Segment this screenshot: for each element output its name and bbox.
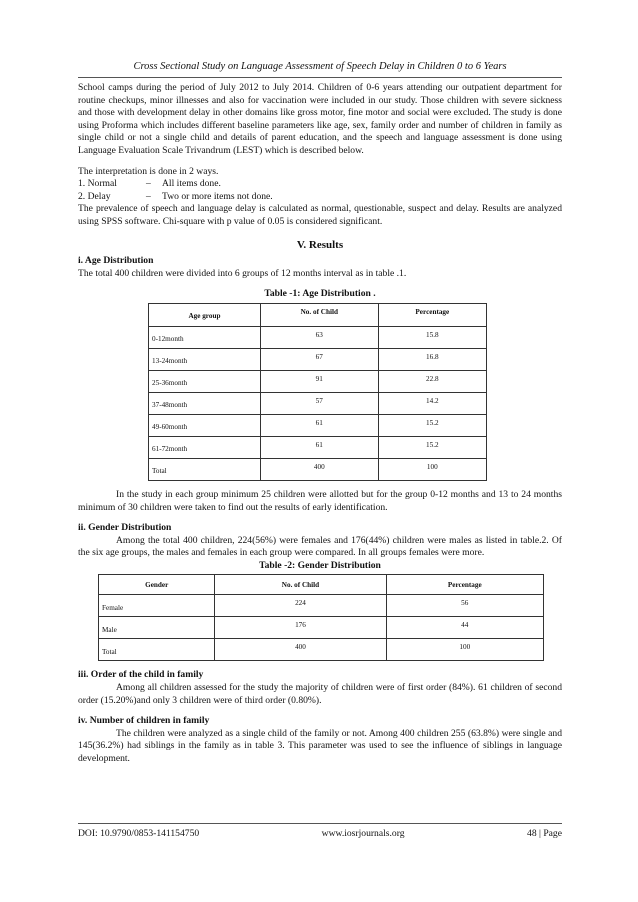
list-item-dash: – bbox=[146, 190, 151, 202]
table-cell: 224 bbox=[215, 595, 386, 617]
list-item bbox=[78, 178, 562, 191]
table-cell: 49-60month bbox=[149, 414, 261, 436]
table-header-cell: No. of Child bbox=[215, 575, 386, 595]
table-cell: 400 bbox=[215, 639, 386, 661]
table-cell: 16.8 bbox=[378, 348, 486, 370]
table-header-row bbox=[149, 303, 487, 326]
table-cell: Male bbox=[99, 617, 215, 639]
table-cell: 91 bbox=[260, 370, 378, 392]
table-cell: Female bbox=[99, 595, 215, 617]
gender-table bbox=[98, 574, 544, 661]
table-header-cell: Percentage bbox=[378, 303, 486, 326]
table-cell: 15.2 bbox=[378, 436, 486, 458]
table-cell: 61 bbox=[260, 414, 378, 436]
header-rule bbox=[78, 77, 562, 78]
footer-rule bbox=[78, 823, 562, 824]
gender-text: Among the total 400 children, 224(56%) were females and 176(44%) children were males as listed in table.2. Of the six age groups, the males and females in each group were compared. In all groups females were more. bbox=[78, 534, 562, 559]
table-cell: 14.2 bbox=[378, 392, 486, 414]
age-table bbox=[148, 303, 487, 481]
table-row bbox=[99, 595, 544, 617]
table-cell: 25-36month bbox=[149, 370, 261, 392]
table-cell: 13-24month bbox=[149, 348, 261, 370]
list-item-label: 2. Delay bbox=[78, 190, 111, 202]
list-item bbox=[78, 191, 562, 204]
table-row bbox=[149, 326, 487, 348]
table2-caption: Table -2: Gender Distribution bbox=[259, 559, 381, 571]
table-row bbox=[149, 348, 487, 370]
age-text: The total 400 children were divided into 6 groups of 12 months interval as in table .1. bbox=[78, 267, 407, 279]
order-text: Among all children assessed for the study the majority of children were of first order (84%). 61 children of second order (15.20%)and only 3 children were of third order (0.80%). bbox=[78, 682, 562, 706]
footer-page-number: 48 | Page bbox=[527, 828, 562, 839]
table-cell: 0-12month bbox=[149, 326, 261, 348]
table-cell: 100 bbox=[378, 458, 486, 480]
page-body bbox=[78, 82, 562, 766]
table-cell: 61 bbox=[260, 436, 378, 458]
table-row bbox=[149, 458, 487, 480]
table-cell: 400 bbox=[260, 458, 378, 480]
list-item-text: All items done. bbox=[162, 178, 221, 190]
table-header-cell: Age group bbox=[149, 303, 261, 326]
table-cell: Total bbox=[99, 639, 215, 661]
gender-heading: ii. Gender Distribution bbox=[78, 522, 172, 534]
age-heading: i. Age Distribution bbox=[78, 255, 154, 267]
footer-site: www.iosrjournals.org bbox=[321, 828, 405, 839]
intro-paragraph: School camps during the period of July 2012 to July 2014. Children of 0-6 years attending our outpatient department for routine checkups, minor illnesses and also for vaccination were included in our study. Those children with severe sickness and those with development delay in other domains like gross motor, fine motor and social were excluded. The study is done using Proforma which includes different baseline parameters like age, sex, family order and number of children in family as single child or not a single child and details of parent education, and the speech and language assessment is done using Language Evaluation Scale Trivandrum (LEST) which is described below. bbox=[78, 82, 562, 156]
table-cell: 176 bbox=[215, 617, 386, 639]
table-cell: 63 bbox=[260, 326, 378, 348]
table-row bbox=[99, 639, 544, 661]
table-header-cell: Percentage bbox=[386, 575, 543, 595]
interpretation-line: The interpretation is done in 2 ways. bbox=[78, 165, 219, 177]
table-header-cell: No. of Child bbox=[260, 303, 378, 326]
table-cell: 15.2 bbox=[378, 414, 486, 436]
number-heading: iv. Number of children in family bbox=[78, 715, 210, 727]
table-cell: 57 bbox=[260, 392, 378, 414]
table-cell: 67 bbox=[260, 348, 378, 370]
footer-doi: DOI: 10.9790/0853-141154750 bbox=[78, 828, 200, 839]
page-footer bbox=[78, 828, 562, 839]
table-row bbox=[149, 414, 487, 436]
table-cell: 100 bbox=[386, 639, 543, 661]
age-after-text: In the study in each group minimum 25 children were allotted but for the group 0-12 months and 13 to 24 months minimum of 30 children were taken to find out the results of early identification. bbox=[78, 488, 562, 513]
table-row bbox=[99, 617, 544, 639]
table-cell: 37-48month bbox=[149, 392, 261, 414]
table-header-row bbox=[99, 575, 544, 595]
table-row bbox=[149, 370, 487, 392]
table-row bbox=[149, 436, 487, 458]
table-cell: 56 bbox=[386, 595, 543, 617]
table1-caption: Table -1: Age Distribution . bbox=[264, 288, 376, 300]
table-cell: 15.8 bbox=[378, 326, 486, 348]
list-item-label: 1. Normal bbox=[78, 178, 117, 190]
table-cell: 44 bbox=[386, 617, 543, 639]
running-header: Cross Sectional Study on Language Assessment of Speech Delay in Children 0 to 6 Years bbox=[133, 61, 507, 72]
table-header-cell: Gender bbox=[99, 575, 215, 595]
list-item-dash: – bbox=[146, 178, 151, 190]
analysis-paragraph: The prevalence of speech and language delay is calculated as normal, questionable, suspect and delay. Results are analyzed using SPSS software. Chi-square with p value of 0.05 is considered significant. bbox=[78, 203, 562, 227]
order-heading: iii. Order of the child in family bbox=[78, 669, 204, 681]
table-row bbox=[149, 392, 487, 414]
table-cell: Total bbox=[149, 458, 261, 480]
list-item-text: Two or more items not done. bbox=[162, 190, 273, 202]
table-cell: 61-72month bbox=[149, 436, 261, 458]
number-text: The children were analyzed as a single child of the family or not. Among 400 children 255 (63.8%) were single and 145(36.2%) had siblings in the family as in table 3. This parameter was used to see the influence of siblings in language development. bbox=[78, 727, 562, 765]
table-cell: 22.8 bbox=[378, 370, 486, 392]
section-title: V. Results bbox=[296, 238, 344, 251]
